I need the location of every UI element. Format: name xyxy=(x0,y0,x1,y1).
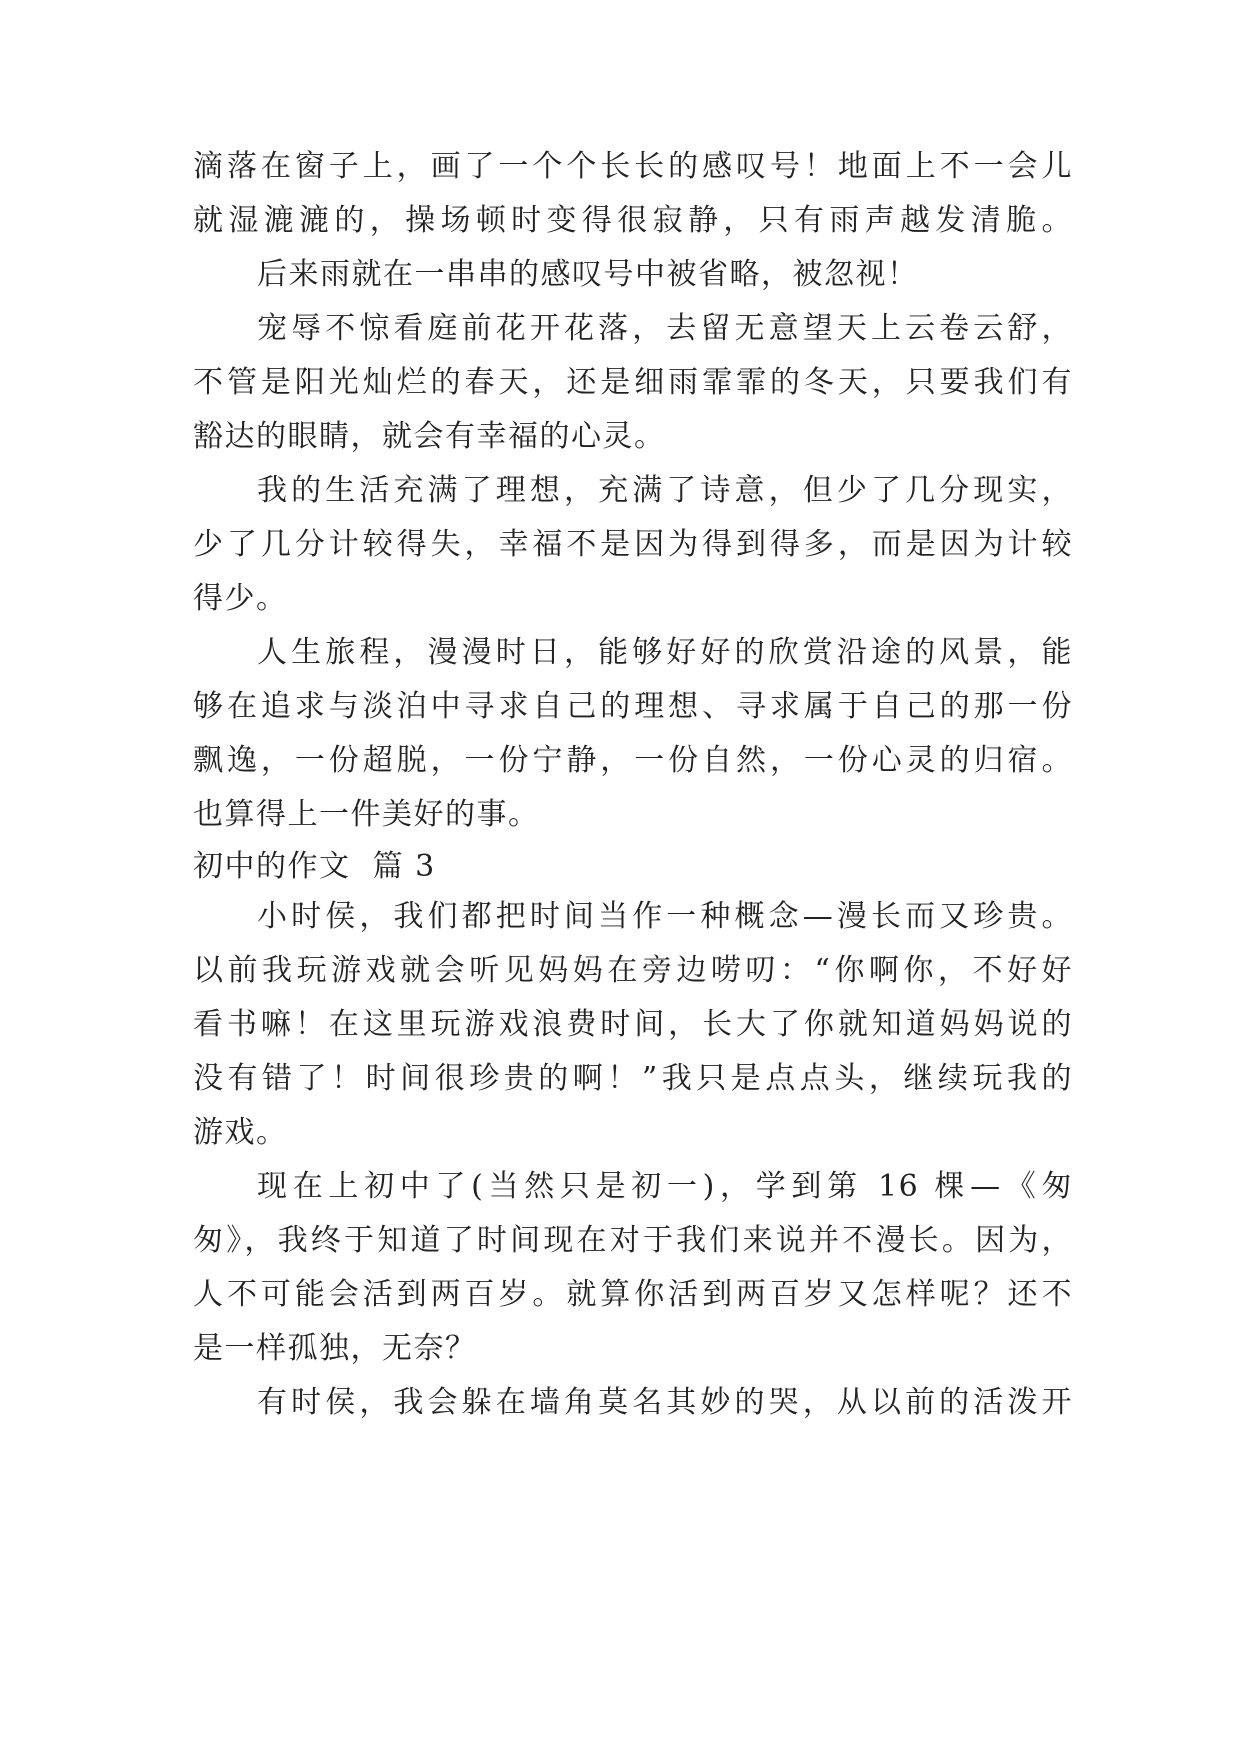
text-line: 以前我玩游戏就会听见妈妈在旁边唠叨：“你啊你，不好好 xyxy=(193,953,1073,988)
text-line: 也算得上一件美好的事。 xyxy=(193,797,540,832)
text-line: 有时侯，我会躲在墙角莫名其妙的哭，从以前的活泼开 xyxy=(257,1385,1073,1420)
text-line: 豁达的眼睛，就会有幸福的心灵。 xyxy=(193,419,666,454)
text-line: 没有错了！时间很珍贵的啊！”我只是点点头，继续玩我的 xyxy=(193,1061,1073,1096)
text-line: 小时侯，我们都把时间当作一种概念—漫长而又珍贵。 xyxy=(257,899,1073,934)
text-line: 宠辱不惊看庭前花开花落，去留无意望天上云卷云舒， xyxy=(257,311,1073,346)
text-line: 现在上初中了(当然只是初一)，学到第 16 棵—《匆 xyxy=(257,1169,1073,1204)
text-line: 就湿漉漉的，操场顿时变得很寂静，只有雨声越发清脆。 xyxy=(193,203,1073,238)
text-line: 人生旅程，漫漫时日，能够好好的欣赏沿途的风景，能 xyxy=(257,635,1073,670)
section-heading: 初中的作文 篇 3 xyxy=(193,849,436,884)
text-line: 我的生活充满了理想，充满了诗意，但少了几分现实， xyxy=(257,473,1073,508)
text-line: 人不可能会活到两百岁。就算你活到两百岁又怎样呢？还不 xyxy=(193,1277,1073,1312)
text-line: 够在追求与淡泊中寻求自己的理想、寻求属于自己的那一份 xyxy=(193,689,1073,724)
text-line: 是一样孤独，无奈？ xyxy=(193,1331,477,1366)
text-line: 匆》，我终于知道了时间现在对于我们来说并不漫长。因为， xyxy=(193,1223,1073,1258)
text-line: 滴落在窗子上，画了一个个长长的感叹号！地面上不一会儿 xyxy=(193,149,1073,184)
text-line: 后来雨就在一串串的感叹号中被省略，被忽视！ xyxy=(257,257,919,292)
text-line: 不管是阳光灿烂的春天，还是细雨霏霏的冬天，只要我们有 xyxy=(193,365,1073,400)
text-line: 少了几分计较得失，幸福不是因为得到得多，而是因为计较 xyxy=(193,527,1073,562)
text-line: 游戏。 xyxy=(193,1115,288,1150)
text-line: 飘逸，一份超脱，一份宁静，一份自然，一份心灵的归宿。 xyxy=(193,743,1073,778)
text-line: 得少。 xyxy=(193,581,288,616)
text-line: 看书嘛！在这里玩游戏浪费时间，长大了你就知道妈妈说的 xyxy=(193,1007,1073,1042)
